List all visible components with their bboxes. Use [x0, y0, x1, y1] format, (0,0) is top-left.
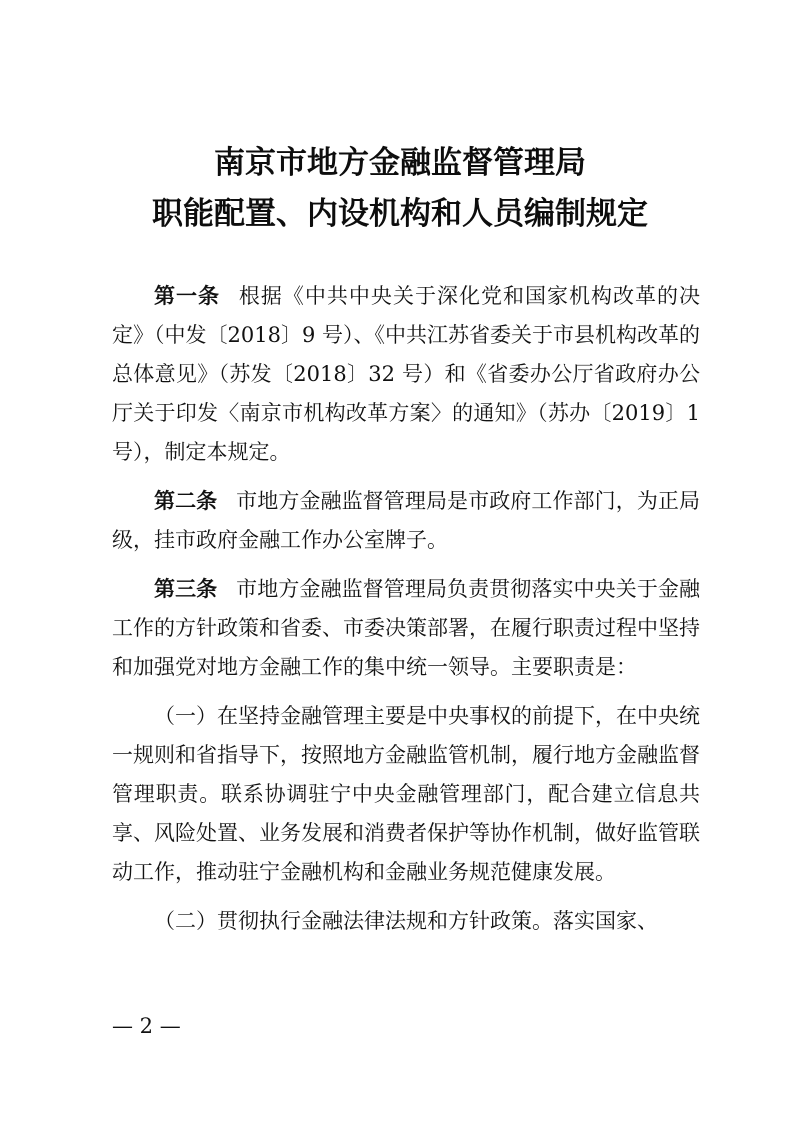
duty-2-paragraph [112, 902, 700, 941]
document-body [112, 277, 700, 941]
article-1-paragraph [112, 277, 700, 472]
article-1-text: 根据《中共中央关于深化党和国家机构改革的决定》（中发〔2018〕9 号）、《中共江苏省委关于市县机构改革的总体意见》（苏发〔2018〕32 号）和《省委办公厅省政府办公厅关于印发〈南京市机构改革方案〉的通知》（苏办〔2019〕1 号），制定本规定。 [112, 284, 700, 464]
article-3-paragraph [112, 570, 700, 687]
article-2-label: 第二条 [154, 489, 218, 513]
page-number: — 2 — [112, 1014, 181, 1038]
article-3-label: 第三条 [154, 577, 218, 601]
duty-2-text: （二）贯彻执行金融法律法规和方针政策。落实国家、 [154, 909, 658, 933]
article-2-paragraph [112, 482, 700, 560]
article-2-text: 市地方金融监督管理局是市政府工作部门，为正局级，挂市政府金融工作办公室牌子。 [112, 489, 700, 552]
article-1-label: 第一条 [154, 284, 221, 308]
document-title-line-1: 南京市地方金融监督管理局 [214, 145, 586, 181]
article-3-text: 市地方金融监督管理局负责贯彻落实中央关于金融工作的方针政策和省委、市委决策部署，在履行职责过程中坚持和加强党对地方金融工作的集中统一领导。主要职责是： [112, 577, 700, 679]
document-title-line-2: 职能配置、内设机构和人员编制规定 [152, 196, 648, 232]
duty-1-text: （一）在坚持金融管理主要是中央事权的前提下，在中央统一规则和省指导下，按照地方金融监管机制，履行地方金融监督管理职责。联系协调驻宁中央金融管理部门，配合建立信息共享、风险处置、业务发展和消费者保护等协作机制，做好监管联动工作，推动驻宁金融机构和金融业务规范健康发展。 [112, 704, 700, 884]
duty-1-paragraph [112, 697, 700, 892]
